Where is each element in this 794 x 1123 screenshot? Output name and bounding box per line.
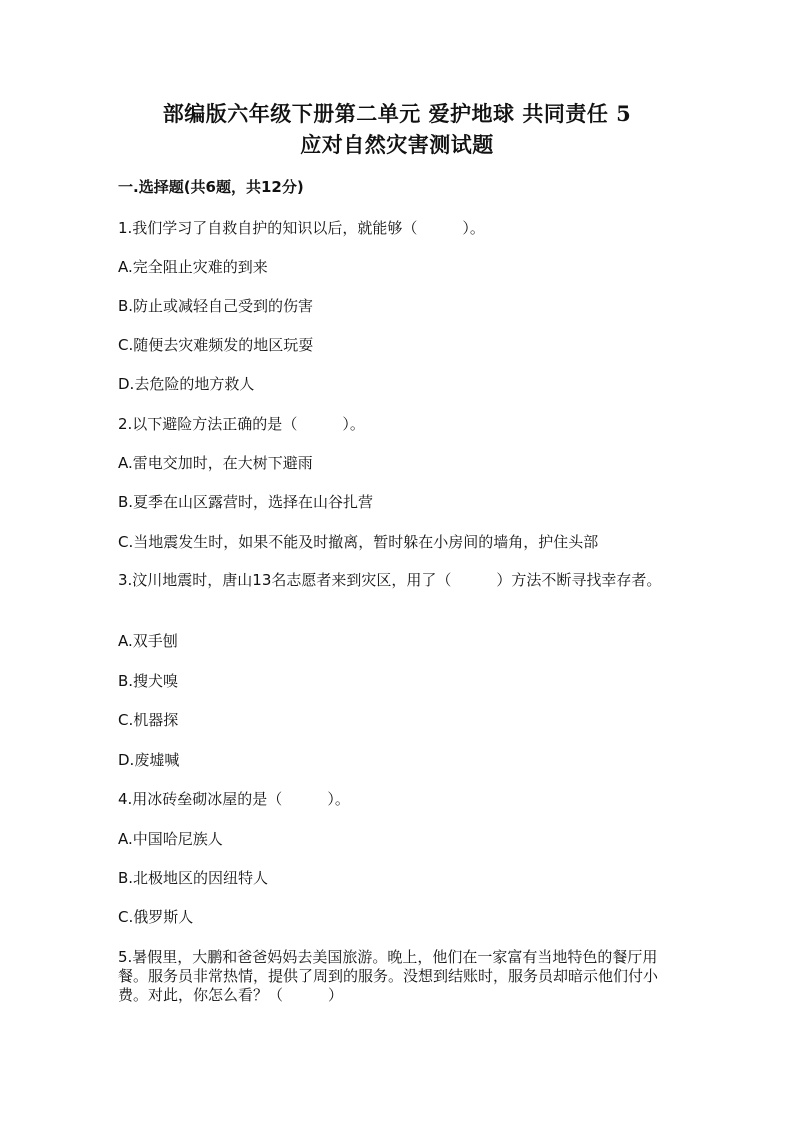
question-4-option-b: B.北极地区的因纽特人: [118, 869, 269, 887]
question-2-stem: 2.以下避险方法正确的是（ ）。: [118, 415, 365, 433]
question-1-option-b: B.防止或减轻自己受到的伤害: [118, 297, 314, 315]
question-5-stem: 5.暑假里，大鹏和爸爸妈妈去美国旅游。晚上，他们在一家富有当地特色的餐厅用餐。服务员非常热情，提供了周到的服务。没想到结账时，服务员却暗示他们付小费。对此，你怎么看？（ ）: [118, 948, 659, 1004]
question-4-option-c: C.俄罗斯人: [118, 908, 194, 926]
question-3-stem: 3.汶川地震时，唐山13名志愿者来到灾区，用了（ ）方法不断寻找幸存者。: [118, 571, 662, 589]
question-2-option-a: A.雷电交加时，在大树下避雨: [118, 454, 313, 472]
question-2-option-c: C.当地震发生时，如果不能及时撤离，暂时躲在小房间的墙角，护住头部: [118, 533, 599, 551]
question-1-option-d: D.去危险的地方救人: [118, 375, 255, 393]
question-4-option-a: A.中国哈尼族人: [118, 830, 223, 848]
question-3-option-a: A.双手刨: [118, 632, 178, 650]
question-3-option-b: B.搜犬嗅: [118, 672, 179, 690]
question-1-option-a: A.完全阻止灾难的到来: [118, 258, 268, 276]
question-3-option-d: D.废墟喊: [118, 751, 180, 769]
question-1-option-c: C.随便去灾难频发的地区玩耍: [118, 336, 314, 354]
question-3-option-c: C.机器探: [118, 711, 179, 729]
page-title-line-1: 部编版六年级下册第二单元 爱护地球 共同责任 5: [162, 101, 632, 126]
page-title-line-2: 应对自然灾害测试题: [300, 132, 494, 157]
question-1-stem: 1.我们学习了自救自护的知识以后，就能够（ ）。: [118, 219, 485, 237]
section-heading: 一.选择题(共6题，共12分): [118, 178, 304, 196]
question-2-option-b: B.夏季在山区露营时，选择在山谷扎营: [118, 493, 374, 511]
question-4-stem: 4.用冰砖垒砌冰屋的是（ ）。: [118, 790, 350, 808]
